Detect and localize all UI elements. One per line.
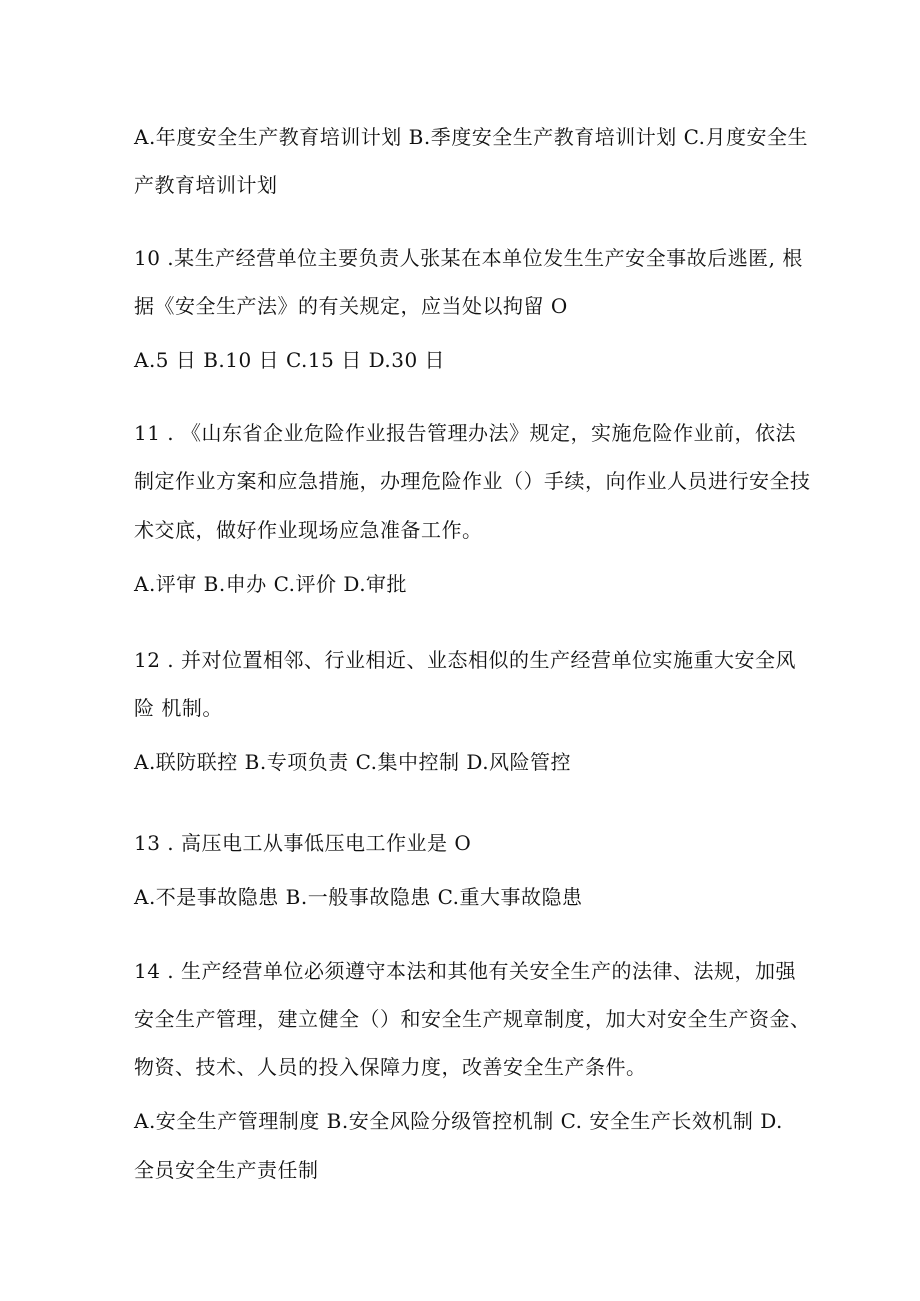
q10-options: A.5 日 B.10 日 C.15 日 D.30 日 — [134, 348, 446, 372]
q11-text-line-2: 制定作业方案和应急措施，办理危险作业（）手续，向作业人员进行安全技 — [134, 469, 811, 493]
q10-text-line-2: 据《安全生产法》的有关规定，应当处以拘留 O — [134, 294, 568, 318]
q14-text-line-2: 安全生产管理，建立健全（）和安全生产规章制度，加大对安全生产资金、 — [134, 1007, 811, 1031]
q12-text-line-2: 险 机制。 — [134, 696, 223, 720]
q13-options: A.不是事故隐患 B.一般事故隐患 C.重大事故隐患 — [134, 885, 583, 909]
q9-options-line-2: 产教育培训计划 — [134, 173, 278, 197]
q14-text-line-3: 物资、技术、人员的投入保障力度，改善安全生产条件。 — [134, 1055, 647, 1079]
q11-options: A.评审 B.申办 C.评价 D.审批 — [134, 572, 408, 596]
q13-text: 13 . 高压电工从事低压电工作业是 O — [134, 831, 472, 855]
q12-text-line-1: 12 . 并对位置相邻、行业相近、业态相似的生产经营单位实施重大安全风 — [134, 648, 797, 672]
q11-text-line-1: 11 . 《山东省企业危险作业报告管理办法》规定，实施危险作业前，依法 — [134, 421, 797, 445]
q12-options: A.联防联控 B.专项负责 C.集中控制 D.风险管控 — [134, 750, 572, 774]
q10-text-line-1: 10 .某生产经营单位主要负责人张某在本单位发生生产安全事故后逃匿, 根 — [134, 246, 803, 270]
q14-options-line-2: 全员安全生产责任制 — [134, 1158, 319, 1182]
q11-text-line-3: 术交底，做好作业现场应急准备工作。 — [134, 518, 483, 542]
q14-text-line-1: 14 . 生产经营单位必须遵守本法和其他有关安全生产的法律、法规，加强 — [134, 959, 797, 983]
q9-options-line-1: A.年度安全生产教育培训计划 B.季度安全生产教育培训计划 C.月度安全生 — [134, 125, 809, 149]
q14-options-line-1: A.安全生产管理制度 B.安全风险分级管控机制 C. 安全生产长效机制 D. — [134, 1109, 783, 1133]
